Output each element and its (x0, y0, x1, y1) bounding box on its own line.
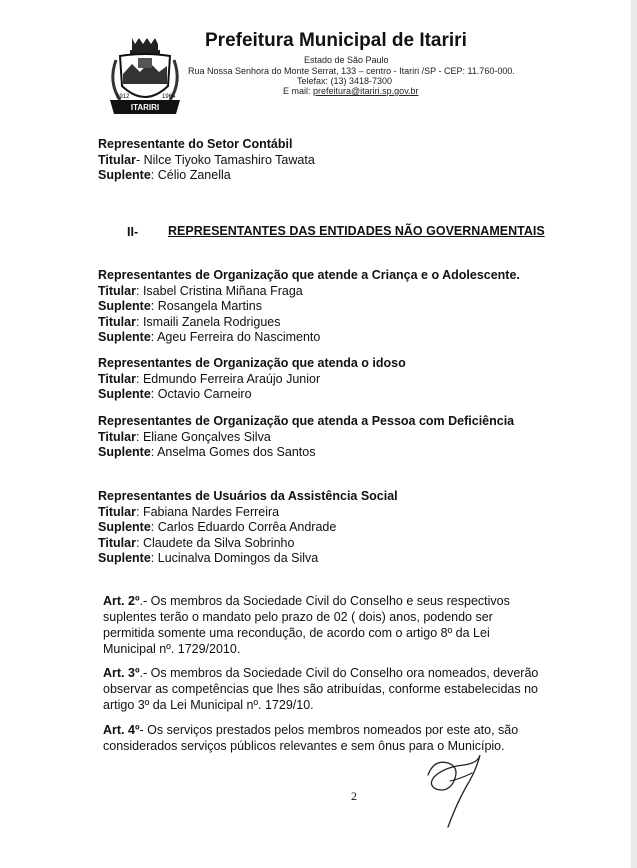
article-2 (103, 593, 543, 657)
article-text: Os membros da Sociedade Civil do Conselho e seus respectivos suplentes terão o mandato pelo prazo de 02 ( dois) anos, podendo ser permitida somente uma recondução, de acordo com o artigo 8º da Lei Municipal nº. 1729/2010. (103, 594, 510, 656)
group-heading: Representantes de Organização que atenda a Pessoa com Deficiência (98, 414, 515, 428)
member-role: Suplente (98, 551, 151, 565)
group-social-assistance (98, 489, 398, 567)
member-sep: : (135, 504, 143, 519)
letterhead-email (283, 86, 419, 96)
member-name: Lucinalva Domingos da Silva (157, 551, 319, 565)
member-name: Rosangela Martins (157, 299, 262, 313)
article-sep: .- (139, 666, 151, 680)
section-number: II- (127, 225, 139, 239)
member-name: Eliane Gonçalves Silva (142, 429, 271, 444)
article-number: Art. 3º (103, 666, 140, 680)
member-sep: : (135, 535, 143, 550)
group-heading: Representantes de Organização que atende a Criança e o Adolescente. (98, 268, 520, 282)
email-label: E mail: (283, 86, 314, 96)
member-row (98, 153, 315, 169)
article-text: Os membros da Sociedade Civil do Conselho ora nomeados, deverão observar as competências que lhes são atribuídas, conforme estabelecidas no artigo 3º da Lei Municipal nº. 1729/10. (103, 666, 539, 712)
member-name: Carlos Eduardo Corrêa Andrade (157, 520, 337, 534)
member-sep: : (135, 429, 143, 444)
member-row (98, 372, 406, 388)
article-3 (103, 665, 543, 713)
member-role: Suplente (98, 445, 151, 459)
member-row (98, 430, 514, 446)
member-row (98, 284, 520, 300)
article-text: Os serviços prestados pelos membros nomeados por este ato, são considerados serviços públicos relevantes e sem ônus para o Município. (103, 723, 519, 753)
member-sep: : (135, 371, 143, 386)
crest-year-left: 1912 (116, 94, 130, 100)
member-sep: : (150, 299, 158, 313)
member-row (98, 387, 406, 403)
member-sep: : (135, 314, 143, 329)
letterhead-state: Estado de São Paulo (304, 55, 389, 65)
article-sep: - (139, 723, 148, 737)
group-heading: Representantes de Organização que atenda o idoso (98, 356, 406, 370)
member-name: Ageu Ferreira do Nascimento (157, 330, 321, 344)
member-sep: : (135, 283, 143, 298)
crest-banner-text: ITARIRI (130, 103, 160, 112)
member-name: Claudete da Silva Sobrinho (142, 535, 295, 550)
member-name: Célio Zanella (157, 168, 231, 182)
member-name: Nilce Tiyoko Tamashiro Tawata (143, 152, 315, 167)
member-row (98, 299, 520, 315)
letterhead-title: Prefeitura Municipal de Itariri (205, 30, 467, 51)
section-title: REPRESENTANTES DAS ENTIDADES NÃO GOVERNAMENTAIS (168, 224, 545, 238)
member-name: Edmundo Ferreira Araújo Junior (142, 371, 321, 386)
member-row (98, 168, 315, 184)
member-name: Isabel Cristina Miñana Fraga (142, 283, 303, 298)
member-role: Suplente (98, 330, 151, 344)
member-sep: - (135, 152, 144, 167)
article-number: Art. 2º (103, 594, 140, 608)
member-row (98, 315, 520, 331)
group-elderly (98, 356, 406, 403)
member-sep: : (150, 520, 158, 534)
member-role: Titular (98, 535, 136, 550)
group-children (98, 268, 520, 346)
member-sep: : (150, 445, 158, 459)
member-sep: : (150, 168, 158, 182)
member-name: Octavio Carneiro (157, 387, 252, 401)
member-sep: : (150, 387, 158, 401)
article-sep: .- (139, 594, 151, 608)
email-link[interactable]: prefeitura@itariri.sp.gov.br (313, 86, 419, 96)
article-number: Art. 4º (103, 723, 140, 737)
group-heading: Representantes de Usuários da Assistência Social (98, 489, 398, 503)
contabil-heading: Representante do Setor Contábil (98, 137, 293, 151)
member-row (98, 536, 398, 552)
member-role: Suplente (98, 168, 151, 182)
member-row (98, 551, 398, 567)
member-row (98, 330, 520, 346)
member-role: Titular (98, 152, 136, 167)
member-sep: : (150, 330, 158, 344)
member-row (98, 445, 514, 461)
page-number: 2 (351, 789, 357, 803)
member-role: Titular (98, 429, 136, 444)
letterhead-phone: Telefax: (13) 3418-7300 (297, 76, 393, 86)
contabil-block (98, 137, 315, 184)
letterhead-address: Rua Nossa Senhora do Monte Serrat, 133 – centro - Itariri /SP - CEP: 11.760-000. (188, 66, 515, 76)
member-name: Ismaili Zanela Rodrigues (142, 314, 281, 329)
signature-icon (420, 745, 500, 830)
member-role: Suplente (98, 520, 151, 534)
municipal-crest-icon (102, 34, 188, 124)
member-name: Anselma Gomes dos Santos (157, 445, 316, 459)
crest-year-right: 1964 (162, 94, 176, 100)
member-sep: : (150, 551, 158, 565)
page-edge (631, 0, 637, 868)
member-role: Suplente (98, 299, 151, 313)
member-role: Titular (98, 504, 136, 519)
member-row (98, 520, 398, 536)
member-role: Titular (98, 371, 136, 386)
member-row (98, 505, 398, 521)
member-role: Titular (98, 283, 136, 298)
member-role: Titular (98, 314, 136, 329)
member-role: Suplente (98, 387, 151, 401)
member-name: Fabiana Nardes Ferreira (142, 504, 280, 519)
group-disability (98, 414, 514, 461)
